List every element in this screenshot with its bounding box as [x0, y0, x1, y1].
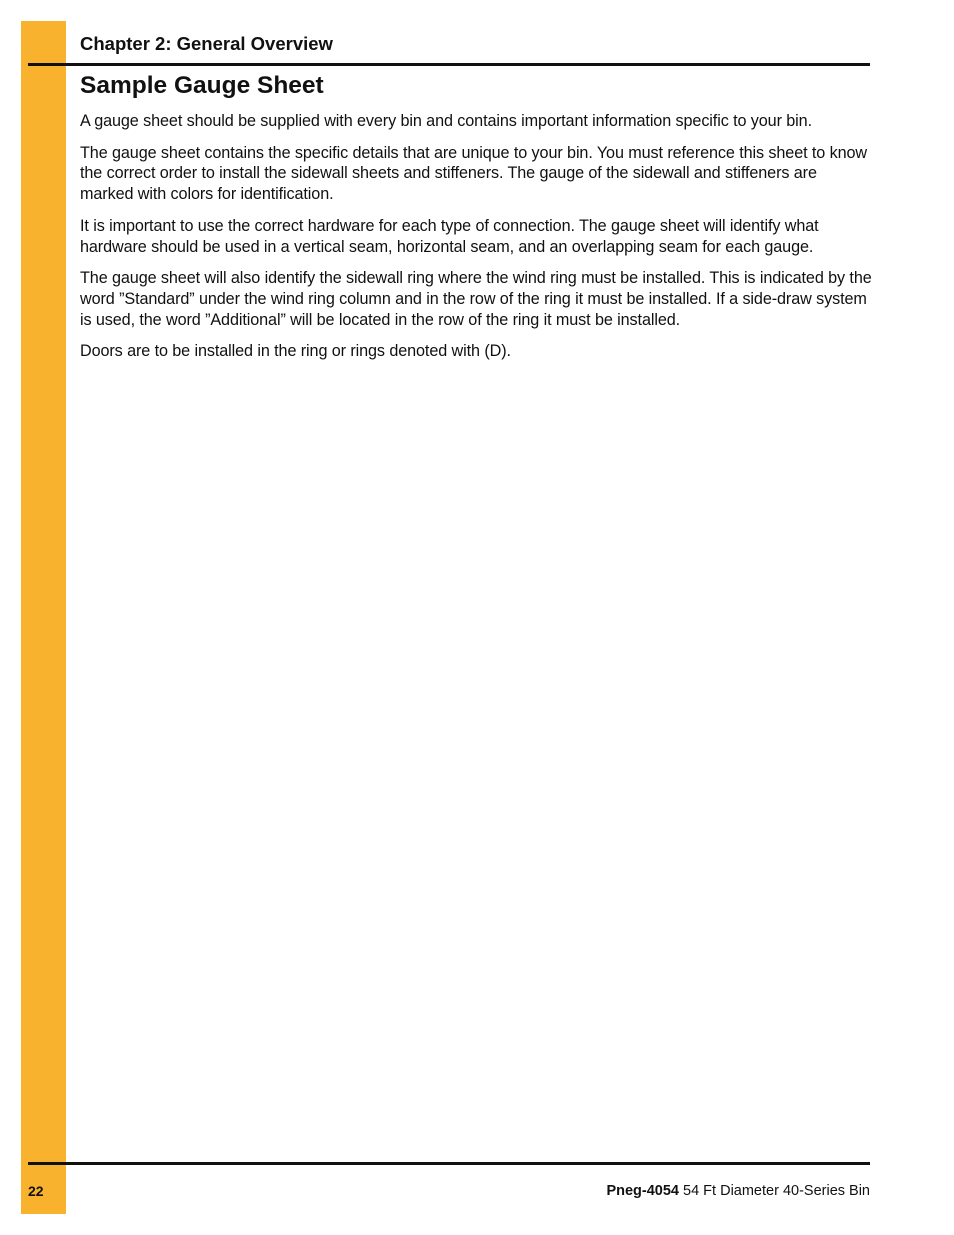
- document-id: Pneg-4054: [606, 1183, 679, 1199]
- paragraph-doors: Doors are to be installed in the ring or rings denoted with (D).: [80, 342, 511, 361]
- side-accent-bar: [21, 21, 66, 1214]
- page-title: Sample Gauge Sheet: [80, 72, 324, 99]
- paragraph-details: The gauge sheet contains the specific details that are unique to your bin. You must reference this sheet to know the correct order to install the sidewall sheets and stiffeners. The gauge of the sidewall and stiffeners are marked with colors for identification.: [80, 143, 867, 204]
- paragraph-intro: A gauge sheet should be supplied with every bin and contains important information specific to your bin.: [80, 112, 812, 130]
- paragraph-hardware: It is important to use the correct hardware for each type of connection. The gauge sheet will identify what hardware should be used in a vertical seam, horizontal seam, and an overlapping seam for each gauge.: [80, 216, 819, 256]
- page-number: 22: [28, 1183, 44, 1199]
- footer-document-title: [606, 1182, 870, 1200]
- paragraph-wind-ring: The gauge sheet will also identify the sidewall ring where the wind ring must be installed. This is indicated by the word ”Standard” under the wind ring column and in the row of the ring it must be installed. If a side-draw system is used, the word ”Additional” will be located in the row of the ring it must be installed.: [80, 269, 872, 329]
- footer-divider: [28, 1162, 870, 1165]
- chapter-title: Chapter 2: General Overview: [80, 33, 333, 54]
- body-text: [80, 111, 872, 373]
- document-name: 54 Ft Diameter 40-Series Bin: [679, 1183, 870, 1199]
- header-divider: [28, 63, 870, 66]
